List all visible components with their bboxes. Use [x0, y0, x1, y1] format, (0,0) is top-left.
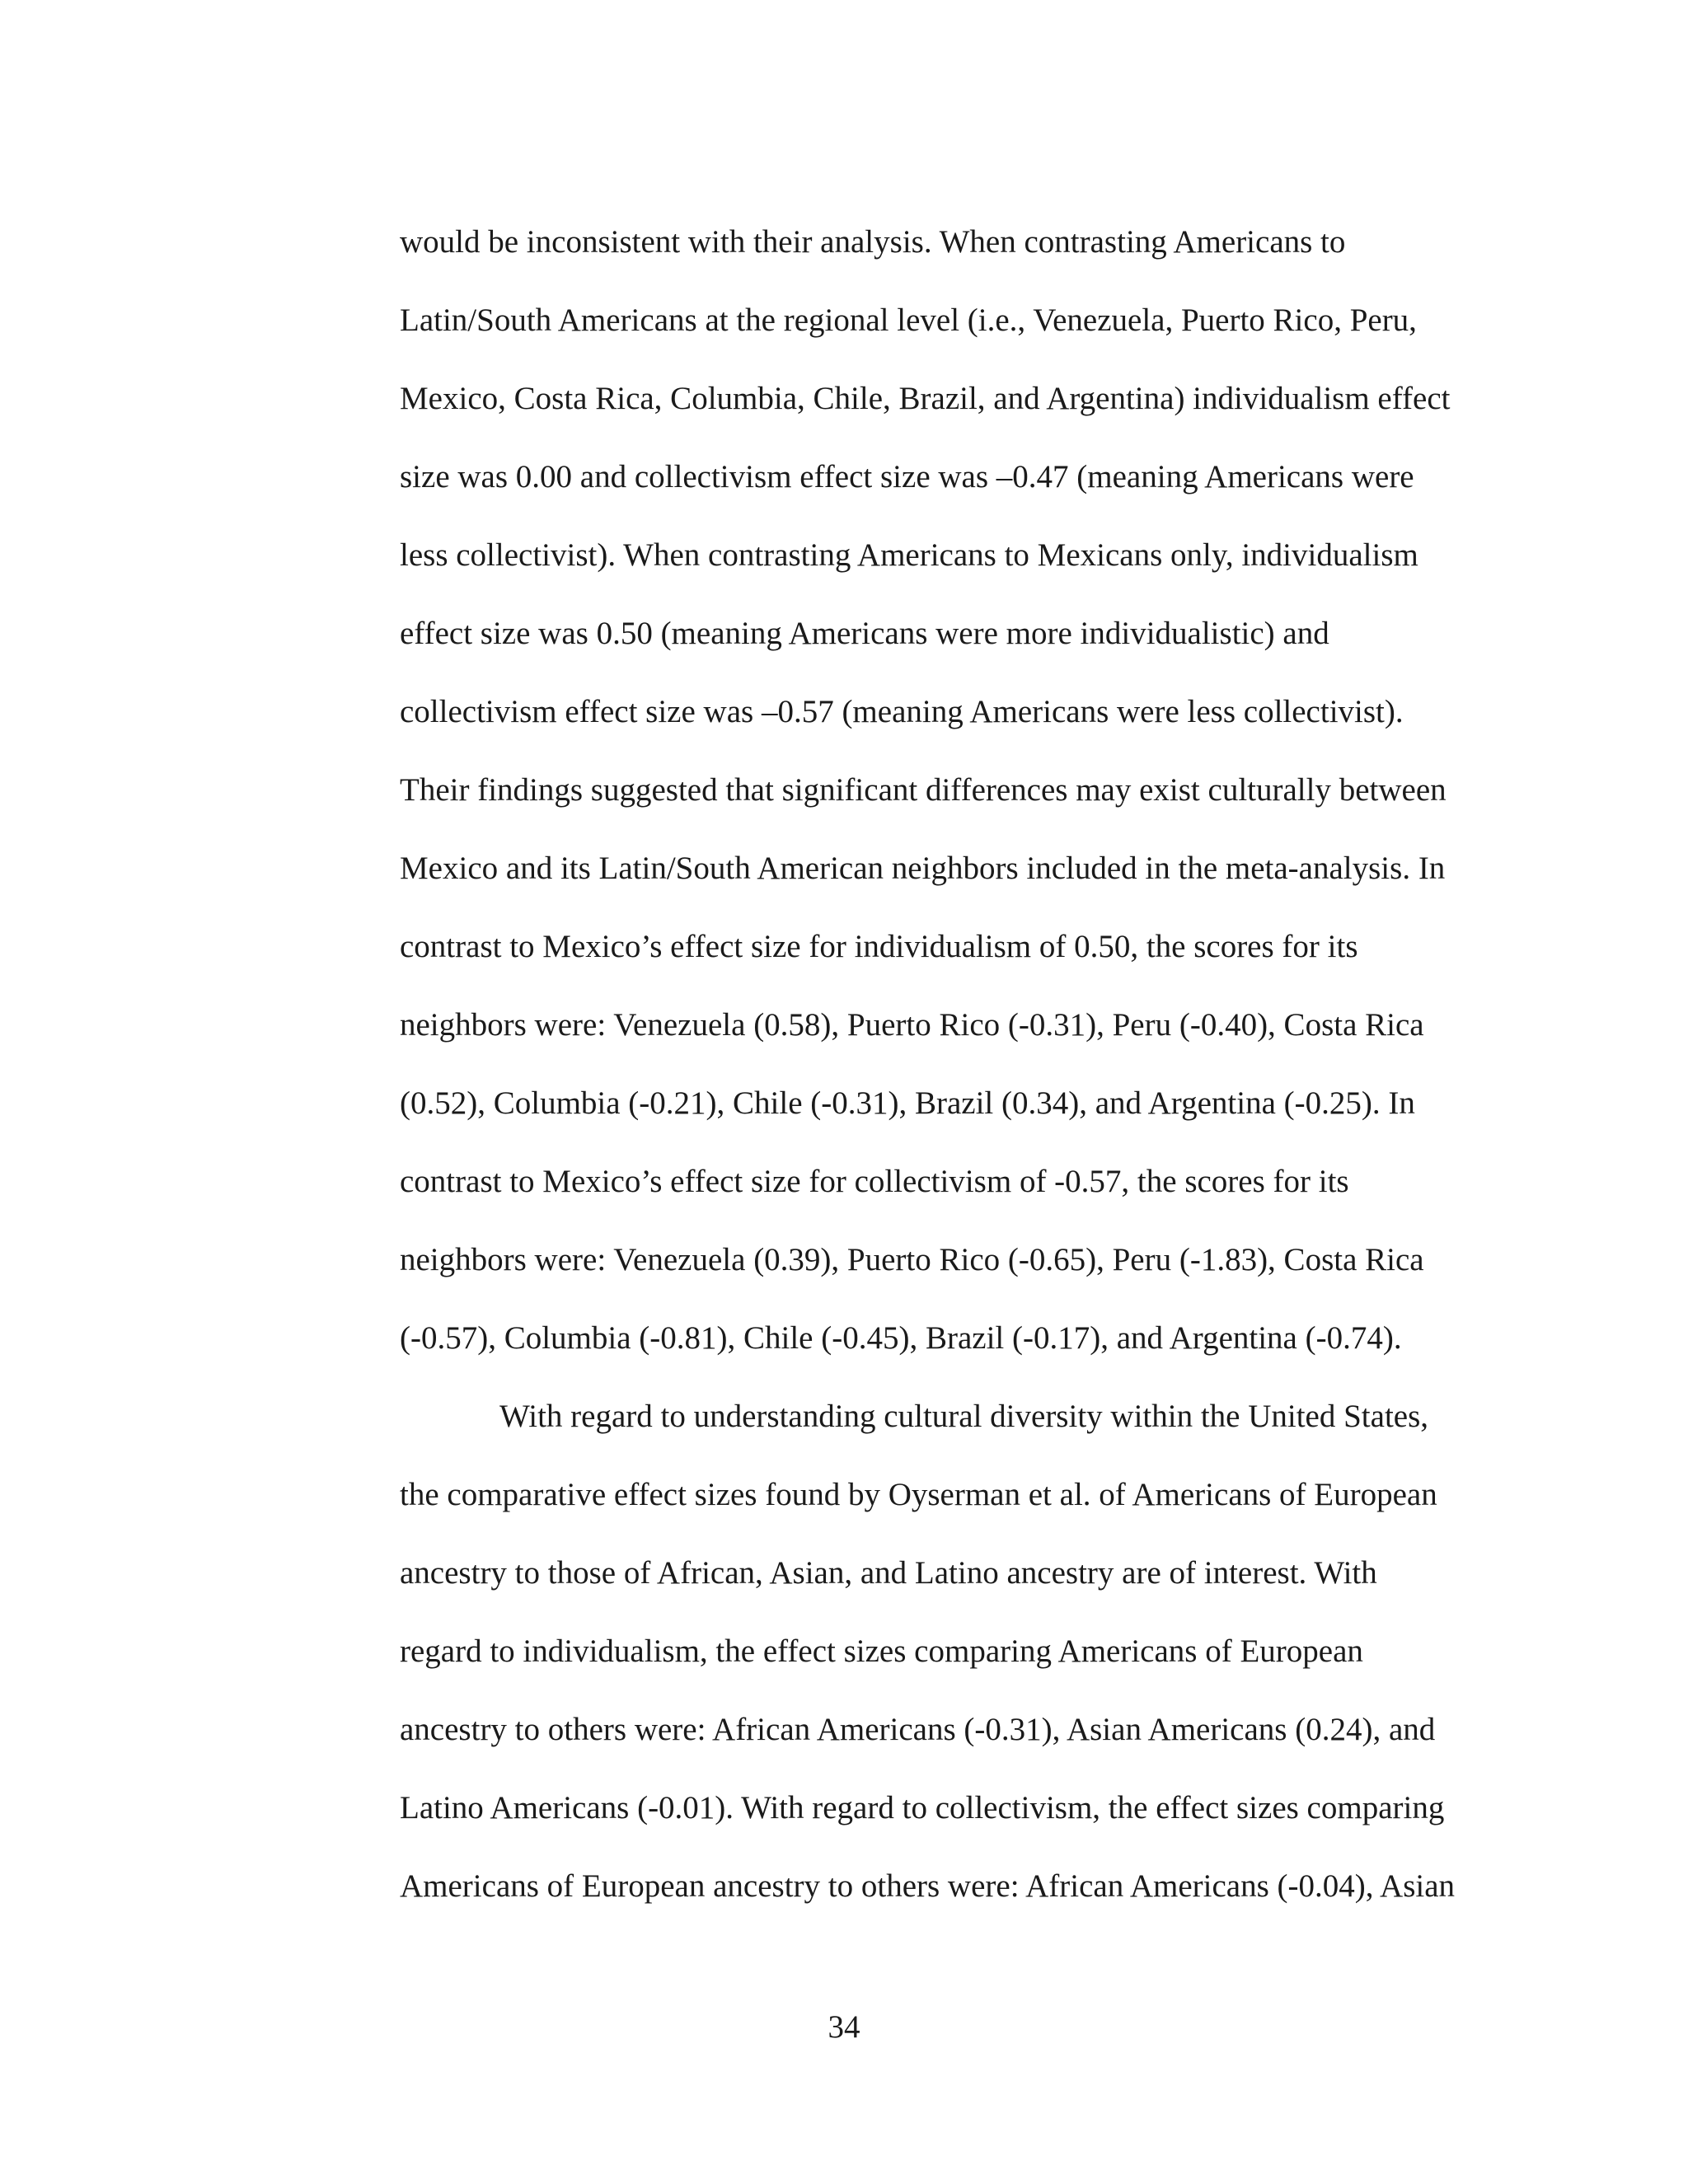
text-line: Americans of European ancestry to others were: African Americans (-0.04), Asian	[400, 1868, 1456, 1904]
text-line: Latin/South Americans at the regional level (i.e., Venezuela, Puerto Rico, Peru,	[400, 302, 1417, 338]
text-line: ancestry to those of African, Asian, and Latino ancestry are of interest. With	[400, 1555, 1377, 1591]
text-line: effect size was 0.50 (meaning Americans were more individualistic) and	[400, 616, 1329, 651]
text-line: Latino Americans (-0.01). With regard to collectivism, the effect sizes comparing	[400, 1790, 1445, 1825]
text-line: (0.52), Columbia (-0.21), Chile (-0.31), Brazil (0.34), and Argentina (-0.25). In	[400, 1085, 1415, 1121]
text-line: the comparative effect sizes found by Oyserman et al. of Americans of European	[400, 1477, 1437, 1512]
body-text	[400, 216, 1570, 1938]
paragraph-first-line: With regard to understanding cultural diversity within the United States,	[499, 1399, 1429, 1434]
text-line: ancestry to others were: African Americans (-0.31), Asian Americans (0.24), and	[400, 1712, 1436, 1747]
text-line: size was 0.00 and collectivism effect size was –0.47 (meaning Americans were	[400, 459, 1414, 494]
page-number: 34	[828, 2009, 860, 2045]
text-line: Mexico, Costa Rica, Columbia, Chile, Brazil, and Argentina) individualism effect	[400, 381, 1451, 416]
text-line: collectivism effect size was –0.57 (meaning Americans were less collectivist).	[400, 694, 1404, 729]
text-line: contrast to Mexico’s effect size for collectivism of -0.57, the scores for its	[400, 1164, 1349, 1199]
text-line: neighbors were: Venezuela (0.39), Puerto Rico (-0.65), Peru (-1.83), Costa Rica	[400, 1242, 1424, 1277]
text-line: regard to individualism, the effect sizes comparing Americans of European	[400, 1633, 1363, 1669]
text-line: would be inconsistent with their analysis. When contrasting Americans to	[400, 224, 1346, 260]
text-line: (-0.57), Columbia (-0.81), Chile (-0.45), Brazil (-0.17), and Argentina (-0.74).	[400, 1320, 1402, 1356]
text-line: less collectivist). When contrasting Americans to Mexicans only, individualism	[400, 537, 1418, 573]
text-line: neighbors were: Venezuela (0.58), Puerto Rico (-0.31), Peru (-0.40), Costa Rica	[400, 1007, 1424, 1043]
text-line: contrast to Mexico’s effect size for individualism of 0.50, the scores for its	[400, 929, 1358, 964]
text-line: Their findings suggested that significant differences may exist culturally between	[400, 772, 1447, 808]
text-line: Mexico and its Latin/South American neighbors included in the meta-analysis. In	[400, 851, 1446, 886]
